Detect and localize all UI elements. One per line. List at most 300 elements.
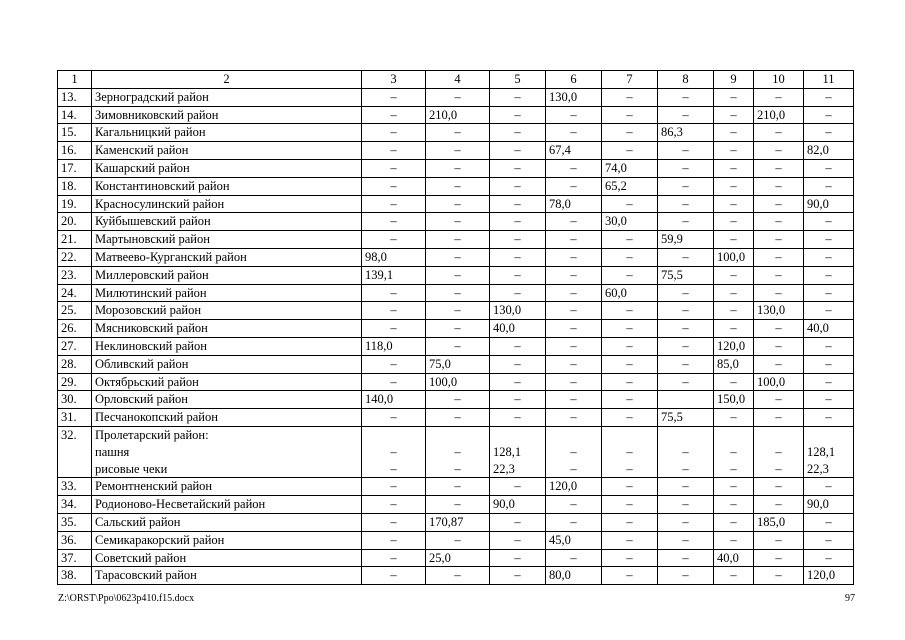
value-cell	[426, 373, 490, 391]
value-line: –	[570, 461, 577, 476]
value-cell	[804, 248, 854, 266]
value-line: 90,0	[493, 497, 515, 512]
value-line: –	[730, 125, 737, 140]
value-line: –	[682, 550, 689, 565]
district-name	[92, 426, 362, 477]
value-line: –	[775, 479, 782, 494]
value-cell	[602, 124, 658, 142]
value-cell	[490, 266, 546, 284]
value-line: –	[825, 514, 832, 529]
value-cell	[362, 177, 426, 195]
value-line: –	[626, 249, 633, 264]
value-line: 210,0	[757, 107, 786, 122]
value-line: –	[626, 374, 633, 389]
value-line: –	[730, 160, 737, 175]
value-line: 40,0	[807, 321, 829, 336]
value-cell	[490, 355, 546, 373]
value-cell	[602, 213, 658, 231]
table-row	[58, 106, 854, 124]
value-line: –	[454, 321, 461, 336]
value-line: 140,0	[365, 392, 394, 407]
value-line: –	[775, 196, 782, 211]
value-cell	[602, 409, 658, 427]
district-name	[92, 513, 362, 531]
value-cell	[658, 195, 714, 213]
table-row	[58, 496, 854, 514]
value-line: –	[775, 125, 782, 140]
value-line: –	[682, 374, 689, 389]
value-line: –	[626, 107, 633, 122]
value-cell	[714, 213, 754, 231]
district-name-line: Красносулинский район	[95, 196, 225, 211]
value-cell	[804, 373, 854, 391]
value-line: –	[626, 267, 633, 282]
value-cell	[546, 213, 602, 231]
value-line: –	[825, 303, 832, 318]
value-line: 120,0	[549, 479, 578, 494]
value-cell	[714, 391, 754, 409]
value-line: –	[626, 410, 633, 425]
value-line: 75,0	[429, 356, 451, 371]
district-name	[92, 195, 362, 213]
row-number: 36.	[58, 531, 92, 549]
value-cell	[426, 195, 490, 213]
value-line: –	[626, 568, 633, 583]
value-cell	[426, 159, 490, 177]
value-line: –	[730, 479, 737, 494]
value-line: –	[730, 89, 737, 104]
value-line: –	[390, 321, 397, 336]
value-line: –	[730, 514, 737, 529]
value-cell	[658, 549, 714, 567]
value-cell	[490, 567, 546, 585]
value-line: –	[390, 550, 397, 565]
value-line: –	[570, 410, 577, 425]
value-cell	[490, 496, 546, 514]
value-line: –	[514, 107, 521, 122]
value-cell	[546, 409, 602, 427]
district-name-line: Октябрьский район	[95, 374, 199, 389]
value-line: 130,0	[493, 303, 522, 318]
value-line: –	[825, 479, 832, 494]
value-cell	[362, 248, 426, 266]
value-line: 59,9	[661, 232, 683, 247]
value-cell	[658, 355, 714, 373]
value-line: 30,0	[605, 214, 627, 229]
value-cell	[426, 266, 490, 284]
district-name	[92, 478, 362, 496]
value-line: –	[682, 160, 689, 175]
value-line: –	[825, 532, 832, 547]
row-number: 30.	[58, 391, 92, 409]
value-cell	[754, 496, 804, 514]
table-row	[58, 531, 854, 549]
value-cell	[754, 124, 804, 142]
table-row	[58, 231, 854, 249]
value-line: –	[730, 321, 737, 336]
header-cell: 5	[490, 71, 546, 89]
value-cell	[714, 142, 754, 160]
district-name-line: Зимовниковский район	[95, 107, 219, 122]
value-line: –	[390, 178, 397, 193]
district-name-line: Песчанокопский район	[95, 410, 218, 425]
value-line: 25,0	[429, 550, 451, 565]
value-cell	[362, 496, 426, 514]
value-line: –	[570, 178, 577, 193]
value-line: 128,1	[493, 444, 522, 459]
district-name	[92, 88, 362, 106]
value-cell	[490, 159, 546, 177]
value-line: –	[454, 232, 461, 247]
value-cell	[426, 391, 490, 409]
value-cell	[362, 124, 426, 142]
value-line: –	[570, 303, 577, 318]
value-line: –	[514, 196, 521, 211]
value-cell	[426, 124, 490, 142]
value-line: 100,0	[429, 374, 458, 389]
value-line: –	[775, 143, 782, 158]
value-cell	[546, 231, 602, 249]
value-cell	[602, 531, 658, 549]
value-line	[605, 427, 654, 444]
value-line: –	[390, 532, 397, 547]
header-cell: 4	[426, 71, 490, 89]
value-line: –	[514, 125, 521, 140]
district-name-line: Миллеровский район	[95, 267, 209, 282]
value-cell	[546, 106, 602, 124]
value-line: –	[626, 303, 633, 318]
value-cell	[804, 337, 854, 355]
value-cell	[362, 106, 426, 124]
value-line: –	[514, 514, 521, 529]
value-line: 74,0	[605, 160, 627, 175]
value-cell	[546, 88, 602, 106]
value-line: –	[730, 374, 737, 389]
value-line: –	[514, 374, 521, 389]
district-name	[92, 213, 362, 231]
district-name	[92, 159, 362, 177]
value-line: –	[514, 249, 521, 264]
table-row	[58, 549, 854, 567]
value-line: –	[514, 568, 521, 583]
value-cell	[804, 124, 854, 142]
value-line: –	[454, 125, 461, 140]
value-line: 120,0	[717, 338, 746, 353]
value-cell	[658, 266, 714, 284]
value-line: –	[626, 143, 633, 158]
value-cell	[804, 213, 854, 231]
district-name	[92, 231, 362, 249]
value-cell	[804, 284, 854, 302]
value-cell	[658, 478, 714, 496]
district-name-line: Милютинский район	[95, 285, 207, 300]
value-cell	[804, 513, 854, 531]
value-line: –	[570, 267, 577, 282]
value-line: 130,0	[757, 303, 786, 318]
value-cell	[546, 195, 602, 213]
value-cell	[426, 142, 490, 160]
value-cell	[490, 106, 546, 124]
value-line	[717, 427, 750, 444]
value-cell	[546, 266, 602, 284]
value-line: –	[775, 178, 782, 193]
value-cell	[546, 302, 602, 320]
value-line: –	[454, 249, 461, 264]
value-cell	[490, 373, 546, 391]
value-cell	[490, 478, 546, 496]
row-number: 27.	[58, 337, 92, 355]
value-line: –	[390, 356, 397, 371]
value-line: –	[682, 285, 689, 300]
district-name	[92, 355, 362, 373]
value-cell	[362, 426, 426, 477]
value-line: –	[570, 232, 577, 247]
value-cell	[714, 513, 754, 531]
value-line: 78,0	[549, 196, 571, 211]
value-line: –	[730, 410, 737, 425]
value-cell	[362, 266, 426, 284]
value-line: –	[626, 497, 633, 512]
value-cell	[490, 513, 546, 531]
value-cell	[804, 531, 854, 549]
value-cell	[546, 513, 602, 531]
value-cell	[658, 231, 714, 249]
table-row	[58, 567, 854, 585]
value-line: –	[454, 89, 461, 104]
value-cell	[490, 88, 546, 106]
header-cell: 6	[546, 71, 602, 89]
value-line	[549, 427, 598, 444]
value-line: –	[825, 356, 832, 371]
table-header-row	[58, 71, 854, 89]
table-row	[58, 195, 854, 213]
value-cell	[490, 177, 546, 195]
district-name-line: Константиновский район	[95, 178, 230, 193]
district-name-line: Советский район	[95, 550, 187, 565]
value-line: –	[454, 303, 461, 318]
value-cell	[602, 373, 658, 391]
district-name-line: Тарасовский район	[95, 568, 197, 583]
value-line: –	[454, 444, 461, 459]
value-line: –	[570, 107, 577, 122]
value-cell	[714, 373, 754, 391]
value-line	[365, 427, 422, 444]
value-line: –	[390, 89, 397, 104]
value-line: –	[390, 514, 397, 529]
value-cell	[754, 337, 804, 355]
value-line: –	[682, 532, 689, 547]
row-number: 21.	[58, 231, 92, 249]
value-cell	[658, 409, 714, 427]
value-cell	[714, 426, 754, 477]
value-line: –	[682, 338, 689, 353]
value-line: –	[626, 338, 633, 353]
value-line: –	[775, 267, 782, 282]
district-name	[92, 409, 362, 427]
value-line: –	[730, 196, 737, 211]
value-line: –	[682, 321, 689, 336]
value-cell	[426, 426, 490, 477]
value-cell	[714, 195, 754, 213]
value-cell	[362, 355, 426, 373]
value-cell	[602, 248, 658, 266]
value-line: 75,5	[661, 267, 683, 282]
value-cell	[714, 124, 754, 142]
value-line: –	[682, 249, 689, 264]
value-cell	[490, 409, 546, 427]
value-line: –	[390, 107, 397, 122]
district-name-line: рисовые чеки	[95, 461, 168, 476]
value-line: –	[775, 497, 782, 512]
district-name-line: Куйбышевский район	[95, 214, 211, 229]
value-line: –	[730, 444, 737, 459]
value-line: –	[775, 392, 782, 407]
value-cell	[546, 496, 602, 514]
value-line: –	[730, 232, 737, 247]
district-name-line: Родионово-Несветайский район	[95, 497, 266, 512]
value-line: 22,3	[493, 461, 515, 476]
value-line: 185,0	[757, 514, 786, 529]
value-cell	[546, 337, 602, 355]
value-cell	[490, 284, 546, 302]
value-cell	[546, 159, 602, 177]
value-line: –	[775, 356, 782, 371]
value-line: –	[390, 214, 397, 229]
value-cell	[714, 496, 754, 514]
value-cell	[714, 266, 754, 284]
table-row	[58, 337, 854, 355]
district-name-line: Мартыновский район	[95, 232, 210, 247]
value-cell	[546, 355, 602, 373]
value-cell	[714, 248, 754, 266]
row-number: 14.	[58, 106, 92, 124]
value-cell	[546, 373, 602, 391]
value-line: –	[454, 196, 461, 211]
value-cell	[658, 496, 714, 514]
value-line: –	[570, 321, 577, 336]
value-line: –	[570, 249, 577, 264]
value-cell	[602, 513, 658, 531]
district-name	[92, 124, 362, 142]
table-row	[58, 320, 854, 338]
value-line: 40,0	[493, 321, 515, 336]
value-cell	[602, 320, 658, 338]
value-line: –	[390, 125, 397, 140]
value-line: –	[775, 444, 782, 459]
value-cell	[546, 142, 602, 160]
value-line: –	[514, 356, 521, 371]
value-line: –	[570, 550, 577, 565]
header-cell: 8	[658, 71, 714, 89]
value-cell	[602, 391, 658, 409]
value-line: –	[825, 550, 832, 565]
table-row	[58, 248, 854, 266]
value-cell	[804, 266, 854, 284]
district-name-line: Кагальницкий район	[95, 125, 206, 140]
value-cell	[426, 284, 490, 302]
value-line: –	[390, 303, 397, 318]
value-cell	[490, 302, 546, 320]
value-line: –	[775, 249, 782, 264]
value-line: –	[570, 514, 577, 529]
value-cell	[546, 124, 602, 142]
value-cell	[426, 549, 490, 567]
value-cell	[658, 391, 714, 409]
value-cell	[602, 159, 658, 177]
district-name-line: Пролетарский район:	[95, 427, 209, 442]
value-line: –	[390, 160, 397, 175]
value-cell	[754, 391, 804, 409]
value-line: 170,87	[429, 514, 464, 529]
value-line: 139,1	[365, 267, 394, 282]
value-line: –	[825, 107, 832, 122]
value-line	[661, 391, 710, 408]
district-name-line: Сальский район	[95, 514, 181, 529]
value-line: –	[682, 196, 689, 211]
value-cell	[426, 231, 490, 249]
value-cell	[602, 177, 658, 195]
value-line: –	[570, 392, 577, 407]
district-name-line: Ремонтненский район	[95, 479, 213, 494]
value-cell	[490, 549, 546, 567]
value-cell	[490, 337, 546, 355]
row-number: 20.	[58, 213, 92, 231]
value-line: –	[390, 461, 397, 476]
value-cell	[490, 320, 546, 338]
value-cell	[804, 106, 854, 124]
value-cell	[602, 231, 658, 249]
value-cell	[490, 124, 546, 142]
value-cell	[426, 106, 490, 124]
value-cell	[714, 284, 754, 302]
value-cell	[754, 567, 804, 585]
value-cell	[658, 106, 714, 124]
value-cell	[754, 302, 804, 320]
value-line	[661, 427, 710, 444]
district-name-line: пашня	[95, 444, 130, 459]
row-number: 29.	[58, 373, 92, 391]
value-cell	[754, 478, 804, 496]
value-cell	[426, 409, 490, 427]
value-cell	[602, 142, 658, 160]
row-number: 32.	[58, 426, 92, 477]
value-line: –	[514, 410, 521, 425]
value-cell	[804, 302, 854, 320]
value-line: –	[825, 125, 832, 140]
value-cell	[658, 513, 714, 531]
value-cell	[362, 142, 426, 160]
value-line: –	[390, 410, 397, 425]
value-cell	[804, 355, 854, 373]
header-cell: 9	[714, 71, 754, 89]
value-cell	[714, 302, 754, 320]
value-line: –	[626, 532, 633, 547]
value-cell	[754, 231, 804, 249]
district-name	[92, 567, 362, 585]
value-cell	[546, 320, 602, 338]
table-row	[58, 373, 854, 391]
value-line: 22,3	[807, 461, 829, 476]
value-line: 130,0	[549, 89, 578, 104]
value-cell	[804, 391, 854, 409]
district-name-line: Неклиновский район	[95, 338, 207, 353]
value-line: –	[514, 214, 521, 229]
value-cell	[804, 177, 854, 195]
value-line: 150,0	[717, 392, 746, 407]
value-cell	[658, 320, 714, 338]
value-line: –	[775, 568, 782, 583]
value-cell	[490, 531, 546, 549]
